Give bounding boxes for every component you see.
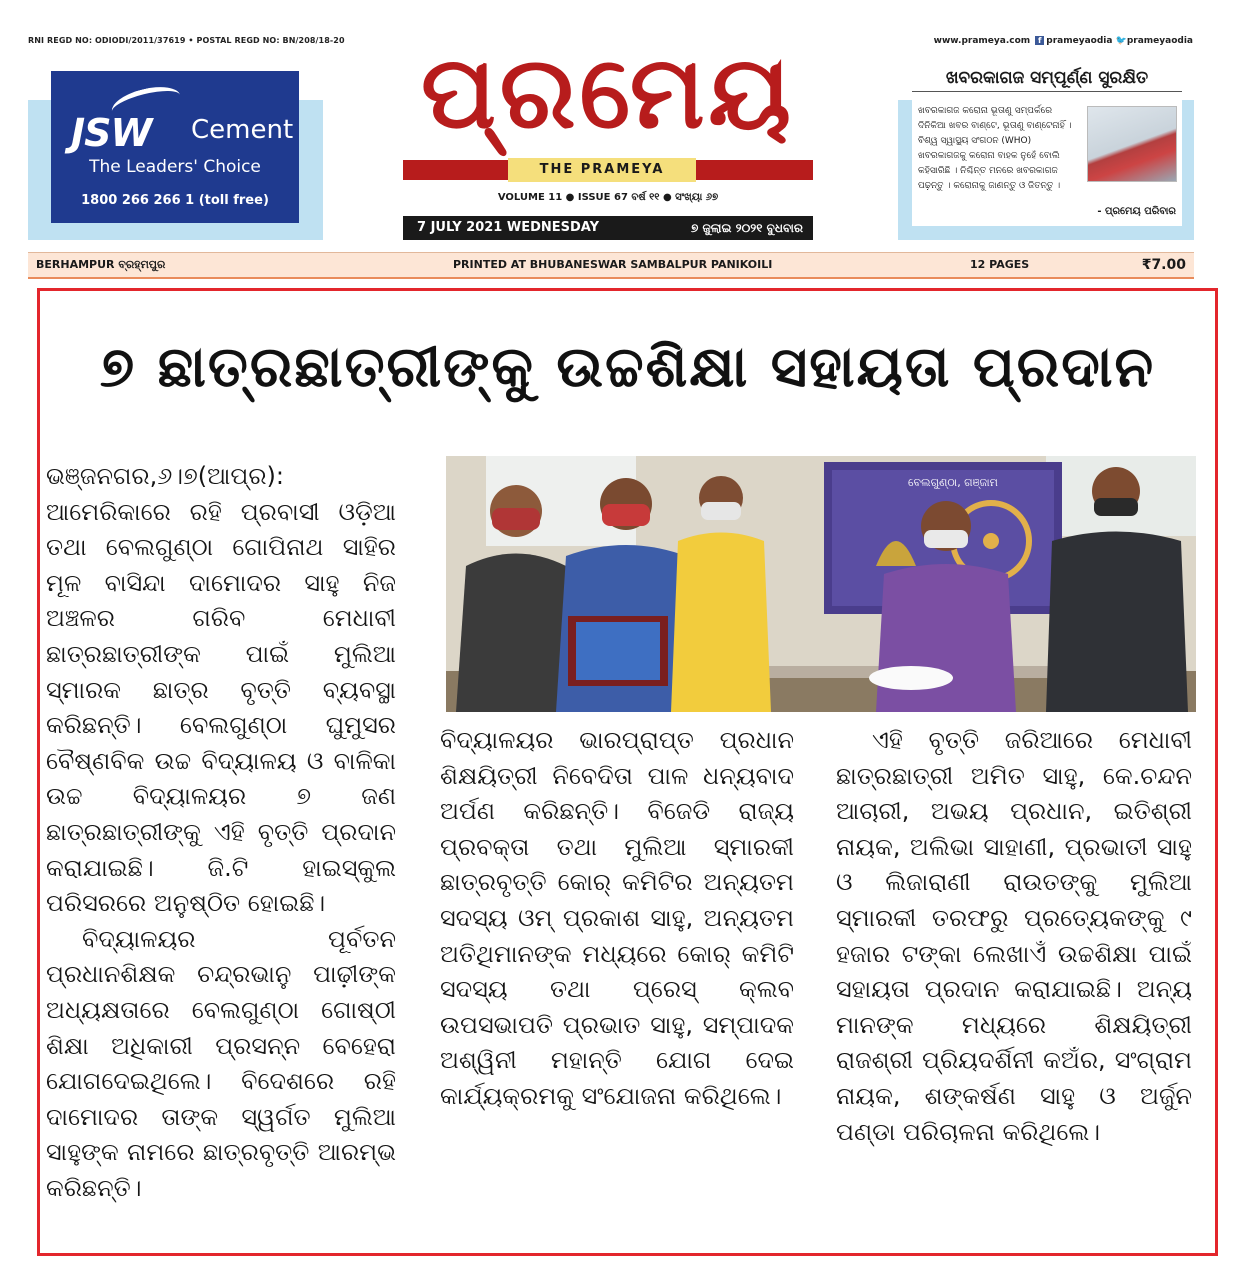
jsw-logo: JSW	[71, 111, 152, 155]
facebook-handle[interactable]: prameyaodia	[1046, 36, 1113, 46]
newspaper-name-en: THE PRAMEYA	[508, 158, 696, 182]
jsw-cement-ad[interactable]	[51, 71, 299, 223]
price: ₹7.00	[1141, 257, 1186, 273]
edition-info-bar	[28, 252, 1194, 279]
notice-title: ଖବରକାଗଜ ସମ୍ପୂର୍ଣ୍ଣ ସୁରକ୍ଷିତ	[912, 68, 1182, 92]
social-links	[934, 36, 1193, 46]
article-column-2	[440, 723, 794, 1115]
edition-city: BERHAMPUR ବ୍ରହ୍ମପୁର	[36, 258, 166, 271]
column-3-paragraph: ଏହି ବୃତ୍ତି ଜରିଆରେ ମେଧାବୀ ଛାତ୍ରଛାତ୍ରୀ ଅମିତ ସାହୁ, କେ.ଚନ୍ଦନ ଆଚାରୀ, ଅଭୟ ପ୍ରଧାନ, ଇତିଶ୍ରୀ ନାୟକ, ଅଲିଭା ସାହାଣୀ, ପ୍ରଭାତୀ ସାହୁ ଓ ଲିଜାରାଣୀ ରାଉତଙ୍କୁ ମୁଲିଆ ସ୍ମାରକୀ ତରଫରୁ ପ୍ରତ୍ୟେକଙ୍କୁ ୯ ହଜାର ଟଙ୍କା ଲେଖାଏଁ ଉଚ୍ଚଶିକ୍ଷା ପାଇଁ ସହାୟତା ପ୍ରଦାନ କରାଯାଇଛି। ଅନ୍ୟ ମାନଙ୍କ ମଧ୍ୟରେ ଶିକ୍ଷୟିତ୍ରୀ ରାଜଶ୍ରୀ ପ୍ରିୟଦର୍ଶିନୀ କଅଁର, ସଂଗ୍ରାମ ନାୟକ, ଶଙ୍କର୍ଷଣ ସାହୁ ଓ ଅର୍ଜୁନ ପଣ୍ଡା ପରିଚାଳନା କରିଥିଲେ।	[836, 726, 1192, 1146]
event-photo-illustration	[446, 456, 1196, 712]
date-odia: ୭ ଜୁଲାଇ ୨୦୨୧ ବୁଧବାର	[690, 221, 803, 235]
facebook-icon: f	[1035, 36, 1044, 45]
safety-notice	[912, 66, 1182, 226]
twitter-icon: 🐦	[1115, 36, 1127, 46]
article-frame	[37, 288, 1218, 1256]
page-count: 12 PAGES	[970, 258, 1030, 271]
column-1-paragraph-1: ଭଞ୍ଜନଗର,୬।୭(ଆପ୍ର): ଆମେରିକାରେ ରହି ପ୍ରବାସୀ ଓଡ଼ିଆ ତଥା ବେଲଗୁଣ୍ଠା ଗୋପିନାଥ ସାହିର ମୂଳ ବାସିନ୍ଦା ଦାମୋଦର ସାହୁ ନିଜ ଅଞ୍ଚଳର ଗରିବ ମେଧାବୀ ଛାତ୍ରଛାତ୍ରୀଙ୍କ ପାଇଁ ମୁଲିଆ ସ୍ମାରକ ଛାତ୍ର ବୃତ୍ତି ବ୍ୟବସ୍ଥା କରିଛନ୍ତି। ବେଲଗୁଣ୍ଠା ଘୁମୁସର ବୈଷ୍ଣବିକ ଉଚ୍ଚ ବିଦ୍ୟାଳୟ ଓ ବାଳିକା ଉଚ୍ଚ ବିଦ୍ୟାଳୟର ୭ ଜଣ ଛାତ୍ରଛାତ୍ରୀଙ୍କୁ ଏହି ବୃତ୍ତି ପ୍ରଦାନ କରାଯାଇଛି। ଜି.ଟି ହାଇସ୍କୁଲ ପରିସରରେ ଅନୁଷ୍ଠିତ ହୋଇଛି।	[46, 462, 396, 918]
notice-signature: - ପ୍ରମେୟ ପରିବାର	[1097, 206, 1176, 217]
article-headline: ୭ ଛାତ୍ରଛାତ୍ରୀଙ୍କୁ ଉଚ୍ଚଶିକ୍ଷା ସହାୟତା ପ୍ରଦାନ	[99, 335, 1156, 400]
notice-body: ଖବରକାଗଜ କରୋନା ଭୂତାଣୁ ସମ୍ପର୍କରେ ଦିନିକିଆ ଖବର ବାଣ୍ଟେ, ଭୂତାଣୁ ବାଣ୍ଟେନାହିଁ । ବିଶ୍ୱ ସ୍ୱାସ୍ଥ୍ୟ ସଂଗଠନ (WHO) ଖବରକାଗଜକୁ କରୋନା ବାହକ ନୁହେଁ ବୋଲି କହିସାରିଛି । ନିଶ୍ଚିନ୍ତ ମନରେ ଖବରକାଗଜ ପଢ଼ନ୍ତୁ । କରୋନାକୁ ଜାଣନ୍ତୁ ଓ ଜିତନ୍ତୁ ।	[918, 106, 1072, 191]
column-1-paragraph-2: ବିଦ୍ୟାଳୟର ପୂର୍ବତନ ପ୍ରଧାନଶିକ୍ଷକ ଚନ୍ଦ୍ରଭାନୁ ପାଢ଼ୀଙ୍କ ଅଧ୍ୟକ୍ଷତାରେ ବେଲଗୁଣ୍ଠା ଗୋଷ୍ଠୀ ଶିକ୍ଷା ଅଧିକାରୀ ପ୍ରସନ୍ନ ବେହେରା ଯୋଗଦେଇଥିଲେ। ବିଦେଶରେ ରହି ଦାମୋଦର ତାଙ୍କ ସ୍ୱର୍ଗତ ମୁଲିଆ ସାହୁଙ୍କ ନାମରେ ଛାତ୍ରବୃତ୍ତି ଆରମ୍ଭ କରିଛନ୍ତି।	[46, 924, 396, 1202]
article-column-3	[836, 723, 1192, 1150]
ad-product: Cement	[191, 115, 294, 145]
banner-text: ବେଲଗୁଣ୍ଠା, ଗଞ୍ଜାମ	[908, 476, 998, 489]
twitter-handle[interactable]: prameyaodia	[1126, 36, 1193, 46]
notice-photo	[1087, 106, 1177, 182]
article-column-1	[46, 459, 396, 1206]
ad-tagline: The Leaders' Choice	[89, 157, 261, 177]
printed-at: PRINTED AT BHUBANESWAR SAMBALPUR PANIKOILI	[453, 258, 773, 271]
volume-issue: VOLUME 11 ● ISSUE 67 ବର୍ଷ ୧୧ ● ସଂଖ୍ୟା ୬୭	[497, 192, 719, 203]
date-english: 7 JULY 2021 WEDNESDAY	[417, 220, 600, 235]
column-2-paragraph: ବିଦ୍ୟାଳୟର ଭାରପ୍ରାପ୍ତ ପ୍ରଧାନ ଶିକ୍ଷୟିତ୍ରୀ ନିବେଦିତା ପାଳ ଧନ୍ୟବାଦ ଅର୍ପଣ କରିଛନ୍ତି। ବିଜେଡି ରାଜ୍ୟ ପ୍ରବକ୍ତା ତଥା ମୁଲିଆ ସ୍ମାରକୀ ଛାତ୍ରବୃତ୍ତି କୋର୍ କମିଟିର ଅନ୍ୟତମ ସଦସ୍ୟ ଓମ୍ ପ୍ରକାଶ ସାହୁ, ଅନ୍ୟତମ ଅତିଥିମାନଙ୍କ ମଧ୍ୟରେ କୋର୍ କମିଟି ସଦସ୍ୟ ତଥା ପ୍ରେସ୍ କ୍ଲବ ଉପସଭାପତି ପ୍ରଭାତ ସାହୁ, ସମ୍ପାଦକ ଅଶ୍ୱିନୀ ମହାନ୍ତି ଯୋଗ ଦେଇ କାର୍ଯ୍ୟକ୍ରମକୁ ସଂଯୋଜନା କରିଥିଲେ।	[440, 726, 794, 1110]
article-photo	[446, 456, 1196, 712]
newspaper-logo: ପ୍ରମେୟ	[421, 33, 795, 151]
website-link[interactable]: www.prameya.com	[933, 36, 1031, 46]
ad-phone: 1800 266 266 1 (toll free)	[81, 193, 269, 208]
date-band	[403, 216, 813, 240]
registration-number: RNI REGD NO: ODIODI/2011/37619 • POSTAL REGD NO: BN/208/18-20	[28, 36, 345, 45]
